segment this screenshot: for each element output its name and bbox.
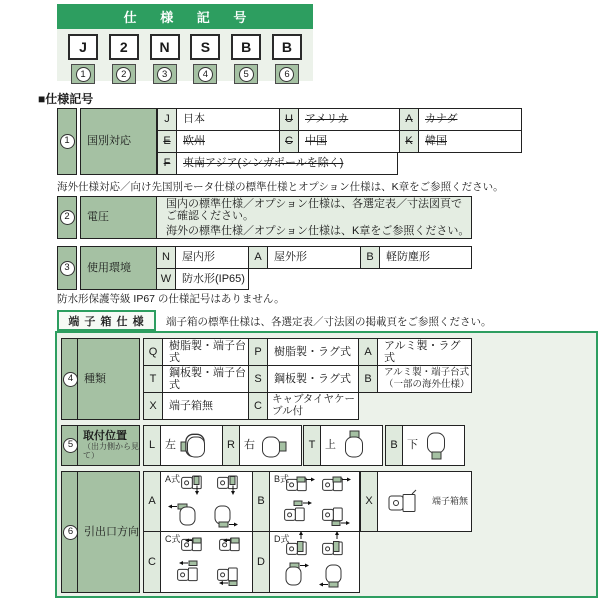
mount-top-icon (339, 429, 369, 463)
code-column (150, 34, 180, 84)
mount-left-icon (179, 430, 209, 462)
voltage-line-2: 海外の標準仕様／オプション仕様は、K章をご参照ください。 (166, 225, 470, 238)
environment-note: 防水形保護等級 IP67 の仕様記号はありません。 (57, 293, 285, 305)
code-cell: L (143, 425, 161, 466)
code-cell: A (358, 338, 378, 366)
code-cell: A (399, 108, 419, 131)
type-b-text: アルミ製・端子台式 (384, 367, 470, 379)
value-cell: 屋内形 (175, 246, 249, 269)
code-cell: B (385, 425, 403, 466)
code-cell: U (279, 108, 299, 131)
code-cell: X (360, 471, 378, 532)
mount-top-cell (320, 425, 383, 466)
code-cell: B (358, 365, 378, 393)
code-cell: C (143, 531, 161, 593)
mount-right-icon (258, 430, 288, 462)
mount-left-cell (160, 425, 223, 466)
circled-digit: 3 (60, 261, 75, 276)
value-cell: 日本 (176, 108, 280, 131)
value-cell: 樹脂製・ラグ式 (267, 338, 359, 366)
code-cell: K (399, 130, 419, 153)
mount-label: 取付位置 (83, 430, 127, 443)
value-cell: 防水形(IP65) (175, 268, 249, 290)
circled-digit: 5 (63, 438, 78, 453)
value-cell: 軽防塵形 (379, 246, 472, 269)
row-label: 引出口方向 (77, 471, 140, 593)
code-cell: D (252, 531, 270, 593)
country-note: 海外仕様対応／向け先国別モータ仕様の標準仕様とオプション仕様は、K章をご参照ください。 (57, 181, 504, 193)
circled-digit: 4 (198, 67, 213, 82)
value-cell: 樹脂製・端子台式 (162, 338, 249, 366)
spec-code-boxes (57, 29, 313, 84)
terminal-box-note: 端子箱の標準仕様は、各選定表／寸法図の掲載頁をご参照ください。 (166, 316, 492, 328)
code-cell: X (143, 392, 163, 420)
outlet-x-diagram (386, 488, 426, 516)
code-cell: R (222, 425, 240, 466)
mount-bottom-cell (402, 425, 465, 466)
circled-digit: 6 (63, 525, 78, 540)
mount-sublabel: （出力側から見て） (83, 442, 139, 461)
terminal-box-tag: 端 子 箱 仕 様 (57, 310, 156, 331)
voltage-line-1: 国内の標準仕様／オプション仕様は、各選定表／寸法図頁でご確認ください。 (166, 197, 463, 222)
outlet-c-label: C式 (165, 534, 181, 544)
value-cell: 欧州 (176, 130, 280, 153)
code-cell: C (279, 130, 299, 153)
mount-bottom-icon (421, 429, 451, 463)
value-cell: 端子箱無 (162, 392, 249, 420)
outlet-d-cell (269, 531, 360, 593)
row-label (77, 425, 140, 466)
voltage-note-cell (156, 196, 472, 239)
row-number (57, 196, 77, 239)
circled-digit: 4 (63, 372, 78, 387)
outlet-b-cell (269, 471, 360, 532)
type-b-note: （一部の海外仕様） (384, 378, 470, 390)
code-cell: B (252, 471, 270, 532)
code-column (109, 34, 139, 84)
row-label: 国別対応 (80, 108, 157, 175)
circled-digit: 1 (60, 134, 75, 149)
outlet-a-label: A式 (165, 474, 181, 484)
environment-table (57, 246, 472, 290)
row-number (57, 246, 77, 290)
circled-digit: 6 (279, 67, 294, 82)
code-cell: S (248, 365, 268, 393)
code-cell: Q (143, 338, 163, 366)
code-cell: A (143, 471, 161, 532)
spec-code-panel (57, 4, 313, 81)
digit-chip-1 (71, 64, 95, 84)
circled-digit: 5 (239, 67, 254, 82)
voltage-table (57, 196, 472, 239)
row-label: 種類 (77, 338, 140, 420)
digit-chip-6 (275, 64, 299, 84)
value-cell: 屋外形 (267, 246, 361, 269)
code-cell: T (143, 365, 163, 393)
outlet-a-cell (160, 471, 253, 532)
mount-top-text: 上 (325, 439, 336, 452)
outlet-x-cell (377, 471, 472, 532)
code-box-1: J (68, 34, 98, 60)
circled-digit: 2 (60, 210, 75, 225)
row-number (57, 108, 77, 175)
value-cell: キャブタイヤケーブル付 (267, 392, 359, 420)
value-cell: アルミ製・ラグ式 (377, 338, 472, 366)
code-cell: C (248, 392, 268, 420)
row-label: 電圧 (80, 196, 157, 239)
spec-code-title: 仕 様 記 号 (57, 4, 313, 29)
value-cell: 鋼板製・ラグ式 (267, 365, 359, 393)
digit-chip-2 (112, 64, 136, 84)
code-cell: B (360, 246, 380, 269)
value-cell: 東南アジア(シンガポールを除く) (176, 152, 398, 175)
circled-digit: 2 (116, 67, 131, 82)
digit-chip-4 (193, 64, 217, 84)
country-table (57, 108, 522, 175)
digit-chip-3 (153, 64, 177, 84)
code-box-5: B (231, 34, 261, 60)
circled-digit: 1 (76, 67, 91, 82)
outlet-c-cell (160, 531, 253, 593)
circled-digit: 3 (157, 67, 172, 82)
value-cell: 鋼板製・端子台式 (162, 365, 249, 393)
value-cell: 中国 (298, 130, 400, 153)
code-cell: W (156, 268, 176, 290)
code-box-3: N (150, 34, 180, 60)
outlet-x-text: 端子箱無 (432, 495, 469, 506)
code-cell: A (248, 246, 268, 269)
value-cell (377, 365, 472, 393)
code-column (190, 34, 220, 84)
code-box-6: B (272, 34, 302, 60)
code-cell: T (303, 425, 321, 466)
code-cell: E (157, 130, 177, 153)
mount-right-text: 右 (244, 439, 255, 452)
code-cell: N (156, 246, 176, 269)
value-cell: 韓国 (418, 130, 522, 153)
terminal-box-container (55, 331, 598, 598)
code-column (231, 34, 261, 84)
value-cell: アメリカ (298, 108, 400, 131)
code-box-2: 2 (109, 34, 139, 60)
digit-chip-5 (234, 64, 258, 84)
outlet-d-label: D式 (274, 534, 290, 544)
code-box-4: S (190, 34, 220, 60)
code-column (68, 34, 98, 84)
mount-bottom-text: 下 (407, 439, 418, 452)
value-cell: カナダ (418, 108, 522, 131)
row-label: 使用環境 (80, 246, 157, 290)
code-cell: F (157, 152, 177, 175)
outlet-b-label: B式 (274, 474, 290, 484)
code-cell: J (157, 108, 177, 131)
code-column (272, 34, 302, 84)
mount-right-cell (239, 425, 302, 466)
section-heading: ■仕様記号 (38, 92, 94, 106)
mount-left-text: 左 (165, 439, 176, 452)
code-cell: P (248, 338, 268, 366)
